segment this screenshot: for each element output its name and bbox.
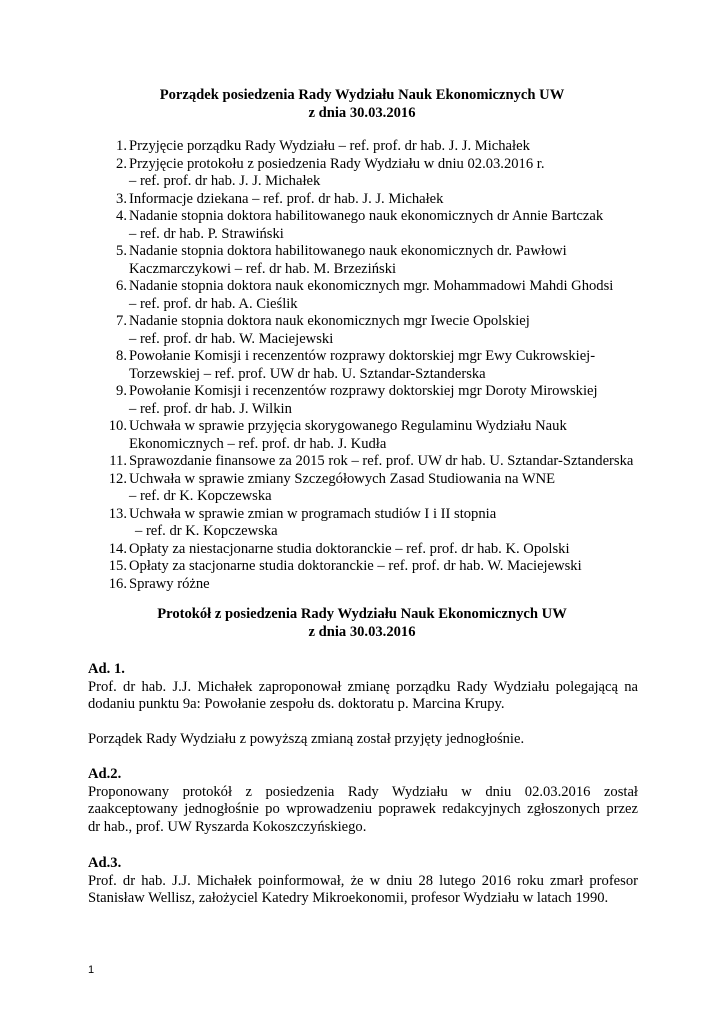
agenda-item-number: 8.: [116, 348, 127, 364]
agenda-item-number: 5.: [116, 243, 127, 259]
agenda-item-number: 7.: [116, 313, 127, 329]
agenda-item: [103, 506, 643, 541]
agenda-item-line: Przyjęcie porządku Rady Wydziału – ref. prof. dr hab. J. J. Michałek: [129, 138, 530, 154]
agenda-item-number: 6.: [116, 278, 127, 294]
agenda-item-line: – ref. prof. dr hab. J. Wilkin: [129, 400, 292, 417]
agenda-item-number: 1.: [116, 138, 127, 154]
ad1-heading: Ad. 1.: [88, 661, 125, 677]
agenda-item: [103, 383, 643, 418]
protocol-title: [0, 606, 724, 641]
agenda-item-line: Powołanie Komisji i recenzentów rozprawy doktorskiej mgr Doroty Mirowskiej: [129, 383, 598, 399]
ad1-paragraph2: Porządek Rady Wydziału z powyższą zmianą został przyjęty jednogłośnie.: [88, 731, 525, 747]
agenda-item: [103, 541, 643, 559]
agenda-item-line: Nadanie stopnia doktora nauk ekonomicznych mgr Iwecie Opolskiej: [129, 313, 530, 329]
agenda-item-line: Opłaty za stacjonarne studia doktoranckie – ref. prof. dr hab. W. Maciejewski: [129, 558, 582, 574]
agenda-item: [103, 471, 643, 506]
agenda-item-number: 10.: [108, 418, 127, 434]
agenda-item-number: 12.: [108, 470, 127, 487]
protocol-title-line2: z dnia 30.03.2016: [308, 623, 416, 640]
agenda-item-line: Kaczmarczykowi – ref. dr hab. M. Brzeziński: [129, 260, 397, 277]
agenda-list: [103, 138, 643, 593]
agenda-item: [103, 208, 643, 243]
agenda-item-number: 2.: [116, 155, 127, 172]
agenda-item-line: Przyjęcie protokołu z posiedzenia Rady Wydziału w dniu 02.03.2016 r.: [129, 155, 545, 172]
agenda-item-number: 9.: [116, 383, 127, 399]
agenda-item-line: Nadanie stopnia doktora habilitowanego nauk ekonomicznych dr Annie Bartczak: [129, 208, 604, 224]
ad2-paragraph: [88, 784, 638, 837]
agenda-item: [103, 278, 643, 313]
agenda-item-line: – ref. dr K. Kopczewska: [135, 523, 278, 539]
ad2-section: [88, 766, 638, 836]
agenda-item: [103, 156, 643, 191]
agenda-item-line: – ref. dr K. Kopczewska: [129, 488, 272, 504]
protocol-title-line1: Protokół z posiedzenia Rady Wydziału Nauk Ekonomicznych UW: [157, 606, 567, 622]
agenda-item-number: 13.: [108, 505, 127, 522]
agenda-title: [0, 87, 724, 122]
agenda-item: [103, 243, 643, 278]
ad3-paragraph: [88, 873, 638, 908]
ad1-paragraph1: [88, 679, 638, 714]
ad2-line2: zaakceptowany jednogłośnie po wprowadzeniu poprawek redakcyjnych zgłoszonych przez: [88, 801, 638, 817]
ad2-heading: Ad.2.: [88, 766, 122, 782]
agenda-item: [103, 313, 643, 348]
agenda-item-line: Uchwała w sprawie zmian w programach studiów I i II stopnia: [129, 505, 497, 522]
agenda-item: [103, 138, 643, 156]
agenda-item-number: 15.: [108, 558, 127, 574]
ad1-p1-line2: dodaniu punktu 9a: Powołanie zespołu ds. doktoratu p. Marcina Krupy.: [88, 696, 505, 712]
agenda-item-line: Nadanie stopnia doktora habilitowanego nauk ekonomicznych dr. Pawłowi: [129, 243, 567, 259]
agenda-item: [103, 348, 643, 383]
agenda-item-line: Uchwała w sprawie przyjęcia skorygowanego Regulaminu Wydziału Nauk: [129, 418, 567, 434]
page-number: 1: [88, 964, 95, 976]
ad1-section: [88, 661, 638, 749]
ad3-line2: Stanisław Wellisz, założyciel Katedry Mikroekonomii, profesor Wydziału w latach 1990.: [88, 890, 609, 906]
ad3-section: [88, 855, 638, 908]
ad3-line1: Prof. dr hab. J.J. Michałek poinformował, że w dniu 28 lutego 2016 roku zmarł profesor: [88, 872, 638, 889]
agenda-title-line1: Porządek posiedzenia Rady Wydziału Nauk Ekonomicznych UW: [159, 87, 565, 103]
agenda-item-line: Sprawozdanie finansowe za 2015 rok – ref. prof. UW dr hab. U. Sztandar-Sztanderska: [129, 453, 634, 469]
agenda-item-line: – ref. prof. dr hab. W. Maciejewski: [129, 330, 334, 347]
agenda-item-number: 14.: [108, 540, 127, 557]
agenda-item-line: Sprawy różne: [129, 575, 210, 592]
agenda-item-number: 3.: [116, 190, 127, 207]
agenda-item: [103, 418, 643, 453]
agenda-item-line: Ekonomicznych – ref. prof. dr hab. J. Kudła: [129, 435, 387, 452]
agenda-item-line: Informacje dziekana – ref. prof. dr hab. J. J. Michałek: [129, 190, 444, 207]
ad3-heading: Ad.3.: [88, 855, 122, 871]
ad2-line3: dr hab., prof. UW Ryszarda Kokoszczyńskiego.: [88, 818, 367, 835]
agenda-item-line: – ref. prof. dr hab. A. Cieślik: [129, 295, 298, 312]
ad2-line1: Proponowany protokół z posiedzenia Rady Wydziału w dniu 02.03.2016 został: [88, 783, 638, 800]
agenda-item-line: – ref. dr hab. P. Strawiński: [129, 225, 284, 242]
agenda-item: [103, 453, 643, 471]
agenda-item-line: Powołanie Komisji i recenzentów rozprawy doktorskiej mgr Ewy Cukrowskiej-: [129, 348, 596, 364]
agenda-item-line: Uchwała w sprawie zmiany Szczegółowych Zasad Studiowania na WNE: [129, 470, 556, 487]
agenda-item: [103, 576, 643, 594]
agenda-title-line2: z dnia 30.03.2016: [308, 104, 416, 121]
agenda-item-number: 16.: [108, 575, 127, 592]
agenda-item-line: – ref. prof. dr hab. J. J. Michałek: [129, 173, 321, 189]
agenda-item: [103, 558, 643, 576]
agenda-item-number: 11.: [109, 453, 127, 469]
agenda-item-number: 4.: [116, 208, 127, 224]
agenda-item-line: Nadanie stopnia doktora nauk ekonomicznych mgr. Mohammadowi Mahdi Ghodsi: [129, 278, 614, 294]
agenda-item-line: Opłaty za niestacjonarne studia doktoranckie – ref. prof. dr hab. K. Opolski: [129, 540, 570, 557]
agenda-item: [103, 191, 643, 209]
ad1-p1-line1: Prof. dr hab. J.J. Michałek zaproponował zmianę porządku Rady Wydziału polegającą na: [88, 678, 638, 695]
agenda-item-line: Torzewskiej – ref. prof. UW dr hab. U. Sztandar-Sztanderska: [129, 365, 486, 382]
